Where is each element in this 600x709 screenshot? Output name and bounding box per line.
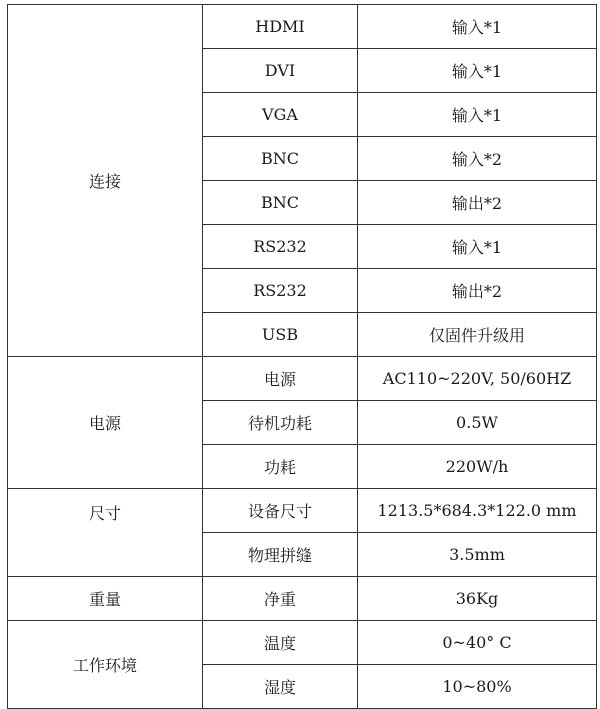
category-cell-size: 尺寸 [8, 489, 203, 577]
value-cell: 输入*2 [358, 137, 597, 181]
value-cell: 1213.5*684.3*122.0 mm [358, 489, 597, 533]
value-cell: 输入*1 [358, 225, 597, 269]
item-cell: 温度 [203, 621, 358, 665]
item-cell: 物理拼缝 [203, 533, 358, 577]
item-cell: 净重 [203, 577, 358, 621]
item-cell: 功耗 [203, 445, 358, 489]
value-cell: 输入*1 [358, 49, 597, 93]
value-cell: 仅固件升级用 [358, 313, 597, 357]
value-cell: 0~40° C [358, 621, 597, 665]
category-cell-power: 电源 [8, 357, 203, 489]
category-cell-weight: 重量 [8, 577, 203, 621]
table-row [8, 577, 597, 621]
item-cell: BNC [203, 137, 358, 181]
item-cell: 湿度 [203, 665, 358, 709]
item-cell: HDMI [203, 5, 358, 49]
value-cell: AC110~220V, 50/60HZ [358, 357, 597, 401]
item-cell: VGA [203, 93, 358, 137]
item-cell: USB [203, 313, 358, 357]
value-cell: 输出*2 [358, 181, 597, 225]
item-cell: DVI [203, 49, 358, 93]
table-row [8, 357, 597, 401]
value-cell: 0.5W [358, 401, 597, 445]
value-cell: 220W/h [358, 445, 597, 489]
item-cell: 设备尺寸 [203, 489, 358, 533]
table-row [8, 621, 597, 665]
item-cell: RS232 [203, 225, 358, 269]
value-cell: 输出*2 [358, 269, 597, 313]
value-cell: 10~80% [358, 665, 597, 709]
item-cell: RS232 [203, 269, 358, 313]
value-cell: 3.5mm [358, 533, 597, 577]
category-cell-connection: 连接 [8, 5, 203, 357]
item-cell: 待机功耗 [203, 401, 358, 445]
spec-table [7, 4, 597, 709]
table-row [8, 489, 597, 533]
value-cell: 输入*1 [358, 93, 597, 137]
item-cell: 电源 [203, 357, 358, 401]
table-row [8, 5, 597, 49]
category-cell-environment: 工作环境 [8, 621, 203, 709]
value-cell: 36Kg [358, 577, 597, 621]
item-cell: BNC [203, 181, 358, 225]
value-cell: 输入*1 [358, 5, 597, 49]
